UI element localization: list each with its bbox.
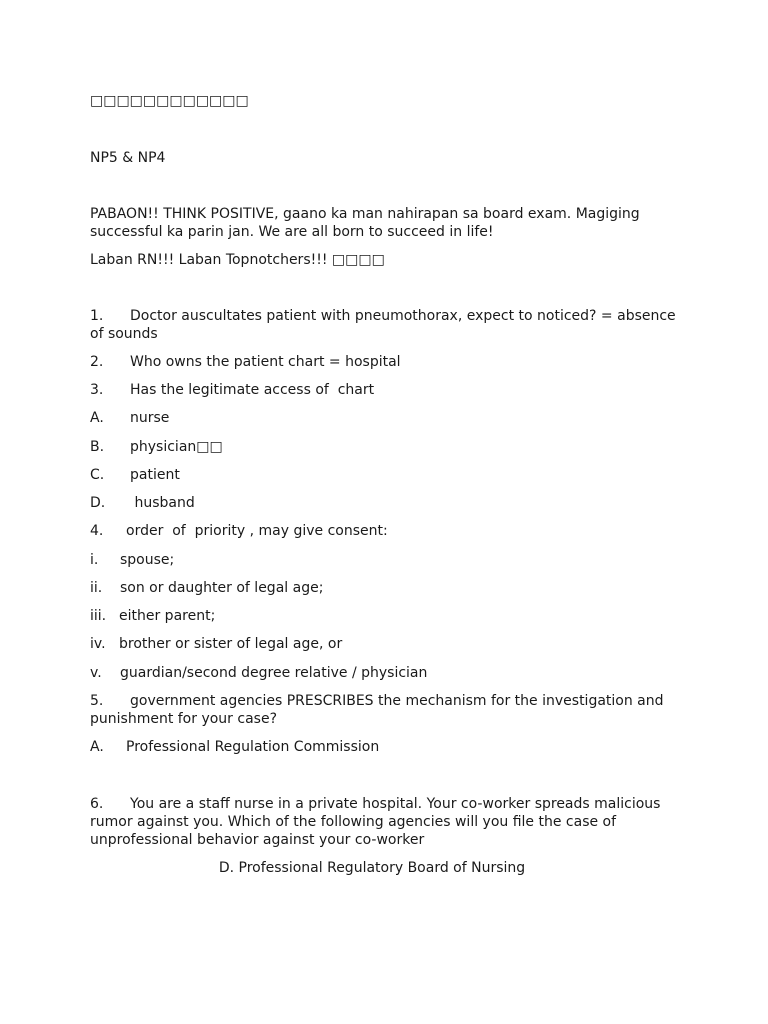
item-number: 2.	[90, 354, 104, 370]
roman-numeral: v.	[90, 665, 102, 681]
roman-numeral: iii.	[90, 608, 107, 624]
choice-text: patient	[130, 467, 180, 483]
document-subtitle: NP5 & NP4	[90, 150, 166, 166]
choice-text: Professional Regulation Commission	[126, 739, 380, 755]
roman-text: spouse;	[120, 552, 175, 568]
item-text: Has the legitimate access of chart	[130, 382, 375, 398]
item-number: 4.	[90, 523, 104, 539]
roman-numeral: ii.	[90, 580, 103, 596]
choice-b	[90, 438, 680, 456]
item-number: 6.	[90, 796, 104, 812]
roman-text: brother or sister of legal age, or	[119, 636, 343, 652]
roman-text: guardian/second degree relative / physician	[120, 665, 428, 681]
list-item-5	[90, 692, 680, 710]
roman-item-v	[90, 664, 680, 682]
item-text: Doctor auscultates patient with pneumothorax, expect to noticed? = absence	[130, 308, 676, 324]
item-1-continuation: of sounds	[90, 326, 158, 342]
roman-item-iv	[90, 635, 680, 653]
choice-letter: B.	[90, 439, 105, 455]
list-item-4	[90, 522, 680, 540]
intro-paragraph: PABAON!! THINK POSITIVE, gaano ka man nahirapan sa board exam. Magiging successful ka parin jan. We are all born to succeed in life!	[90, 206, 645, 240]
item-5-continuation: punishment for your case?	[90, 711, 277, 727]
item-text: government agencies PRESCRIBES the mechanism for the investigation and	[130, 693, 664, 709]
roman-item-i	[90, 551, 680, 569]
choice-c	[90, 466, 680, 484]
item-5-answer	[90, 738, 680, 756]
item-text: Who owns the patient chart = hospital	[130, 354, 401, 370]
choice-d	[90, 494, 680, 512]
choice-letter: C.	[90, 467, 105, 483]
item-number: 5.	[90, 693, 104, 709]
choice-letter: A.	[90, 739, 104, 755]
roman-numeral: iv.	[90, 636, 106, 652]
item-6-continuation-1: rumor against you. Which of the following agencies will you file the case of	[90, 814, 617, 830]
choice-letter: A.	[90, 410, 104, 426]
list-item-6	[90, 795, 680, 813]
choice-text: nurse	[130, 410, 170, 426]
list-item-1	[90, 307, 680, 325]
list-item-2	[90, 353, 680, 371]
item-number: 3.	[90, 382, 104, 398]
roman-item-ii	[90, 579, 680, 597]
document-header: □□□□□□□□□□□□	[90, 93, 249, 109]
list-item-3	[90, 381, 680, 399]
item-6-answer: D. Professional Regulatory Board of Nursing	[218, 860, 526, 876]
choice-letter: D.	[90, 495, 106, 511]
laban-line: Laban RN!!! Laban Topnotchers!!! □□□□	[90, 252, 385, 268]
choice-text: physician□□	[130, 439, 223, 455]
roman-item-iii	[90, 607, 680, 625]
choice-a	[90, 409, 680, 427]
item-text: You are a staff nurse in a private hospital. Your co-worker spreads malicious	[130, 796, 661, 812]
choice-text: husband	[130, 495, 195, 511]
roman-numeral: i.	[90, 552, 99, 568]
roman-text: son or daughter of legal age;	[120, 580, 324, 596]
item-text: order of priority , may give consent:	[126, 523, 388, 539]
item-number: 1.	[90, 308, 104, 324]
item-6-continuation-2: unprofessional behavior against your co-worker	[90, 832, 425, 848]
roman-text: either parent;	[119, 608, 216, 624]
